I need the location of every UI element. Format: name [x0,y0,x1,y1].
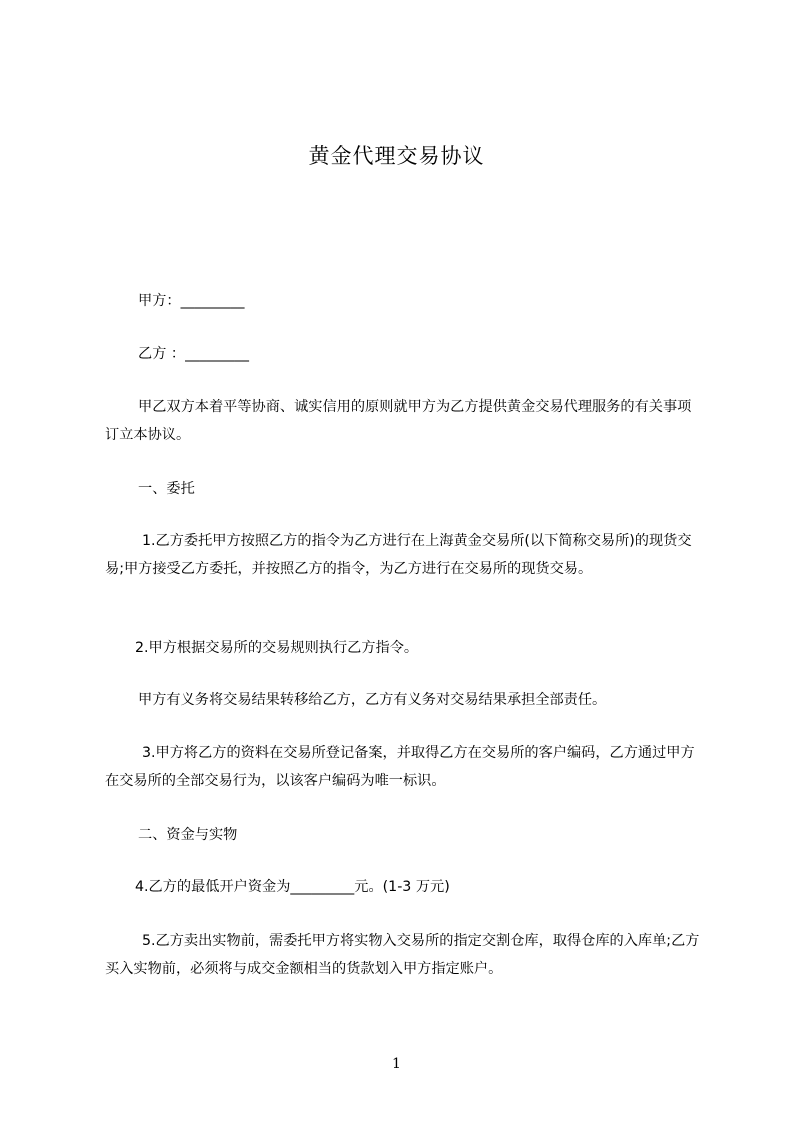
party-b-line: 乙方 ：_________ [138,346,249,362]
clause-3: 3.甲方将乙方的资料在交易所登记备案，并取得乙方在交易所的客户编码，乙方通过甲方在交易所的全部交易行为，以该客户编码为唯一标识。 [105,745,695,789]
document-title: 黄金代理交易协议 [308,144,485,168]
page-number: 1 [392,1056,401,1072]
clause-4: 4.乙方的最低开户资金为_________元。(1-3 万元) [135,879,450,895]
clause-2-extra: 甲方有义务将交易结果转移给乙方，乙方有义务对交易结果承担全部责任。 [138,692,607,708]
section-1-heading: 一、委托 [138,481,195,497]
clause-1: 1.乙方委托甲方按照乙方的指令为乙方进行在上海黄金交易所(以下简称交易所)的现货交易;甲方接受乙方委托，并按照乙方的指令，为乙方进行在交易所的现货交易。 [105,533,692,577]
intro-paragraph: 甲乙双方本着平等协商、诚实信用的原则就甲方为乙方提供黄金交易代理服务的有关事项订立本协议。 [105,399,692,443]
section-2-heading: 二、资金与实物 [138,827,238,843]
party-a-line: 甲方：_________ [138,293,245,309]
clause-2: 2.甲方根据交易所的交易规则执行乙方指令。 [135,640,419,656]
clause-5: 5.乙方卖出实物前，需委托甲方将实物入交易所的指定交割仓库，取得仓库的入库单;乙方买入实物前，必须将与成交金额相当的货款划入甲方指定账户。 [105,933,700,977]
